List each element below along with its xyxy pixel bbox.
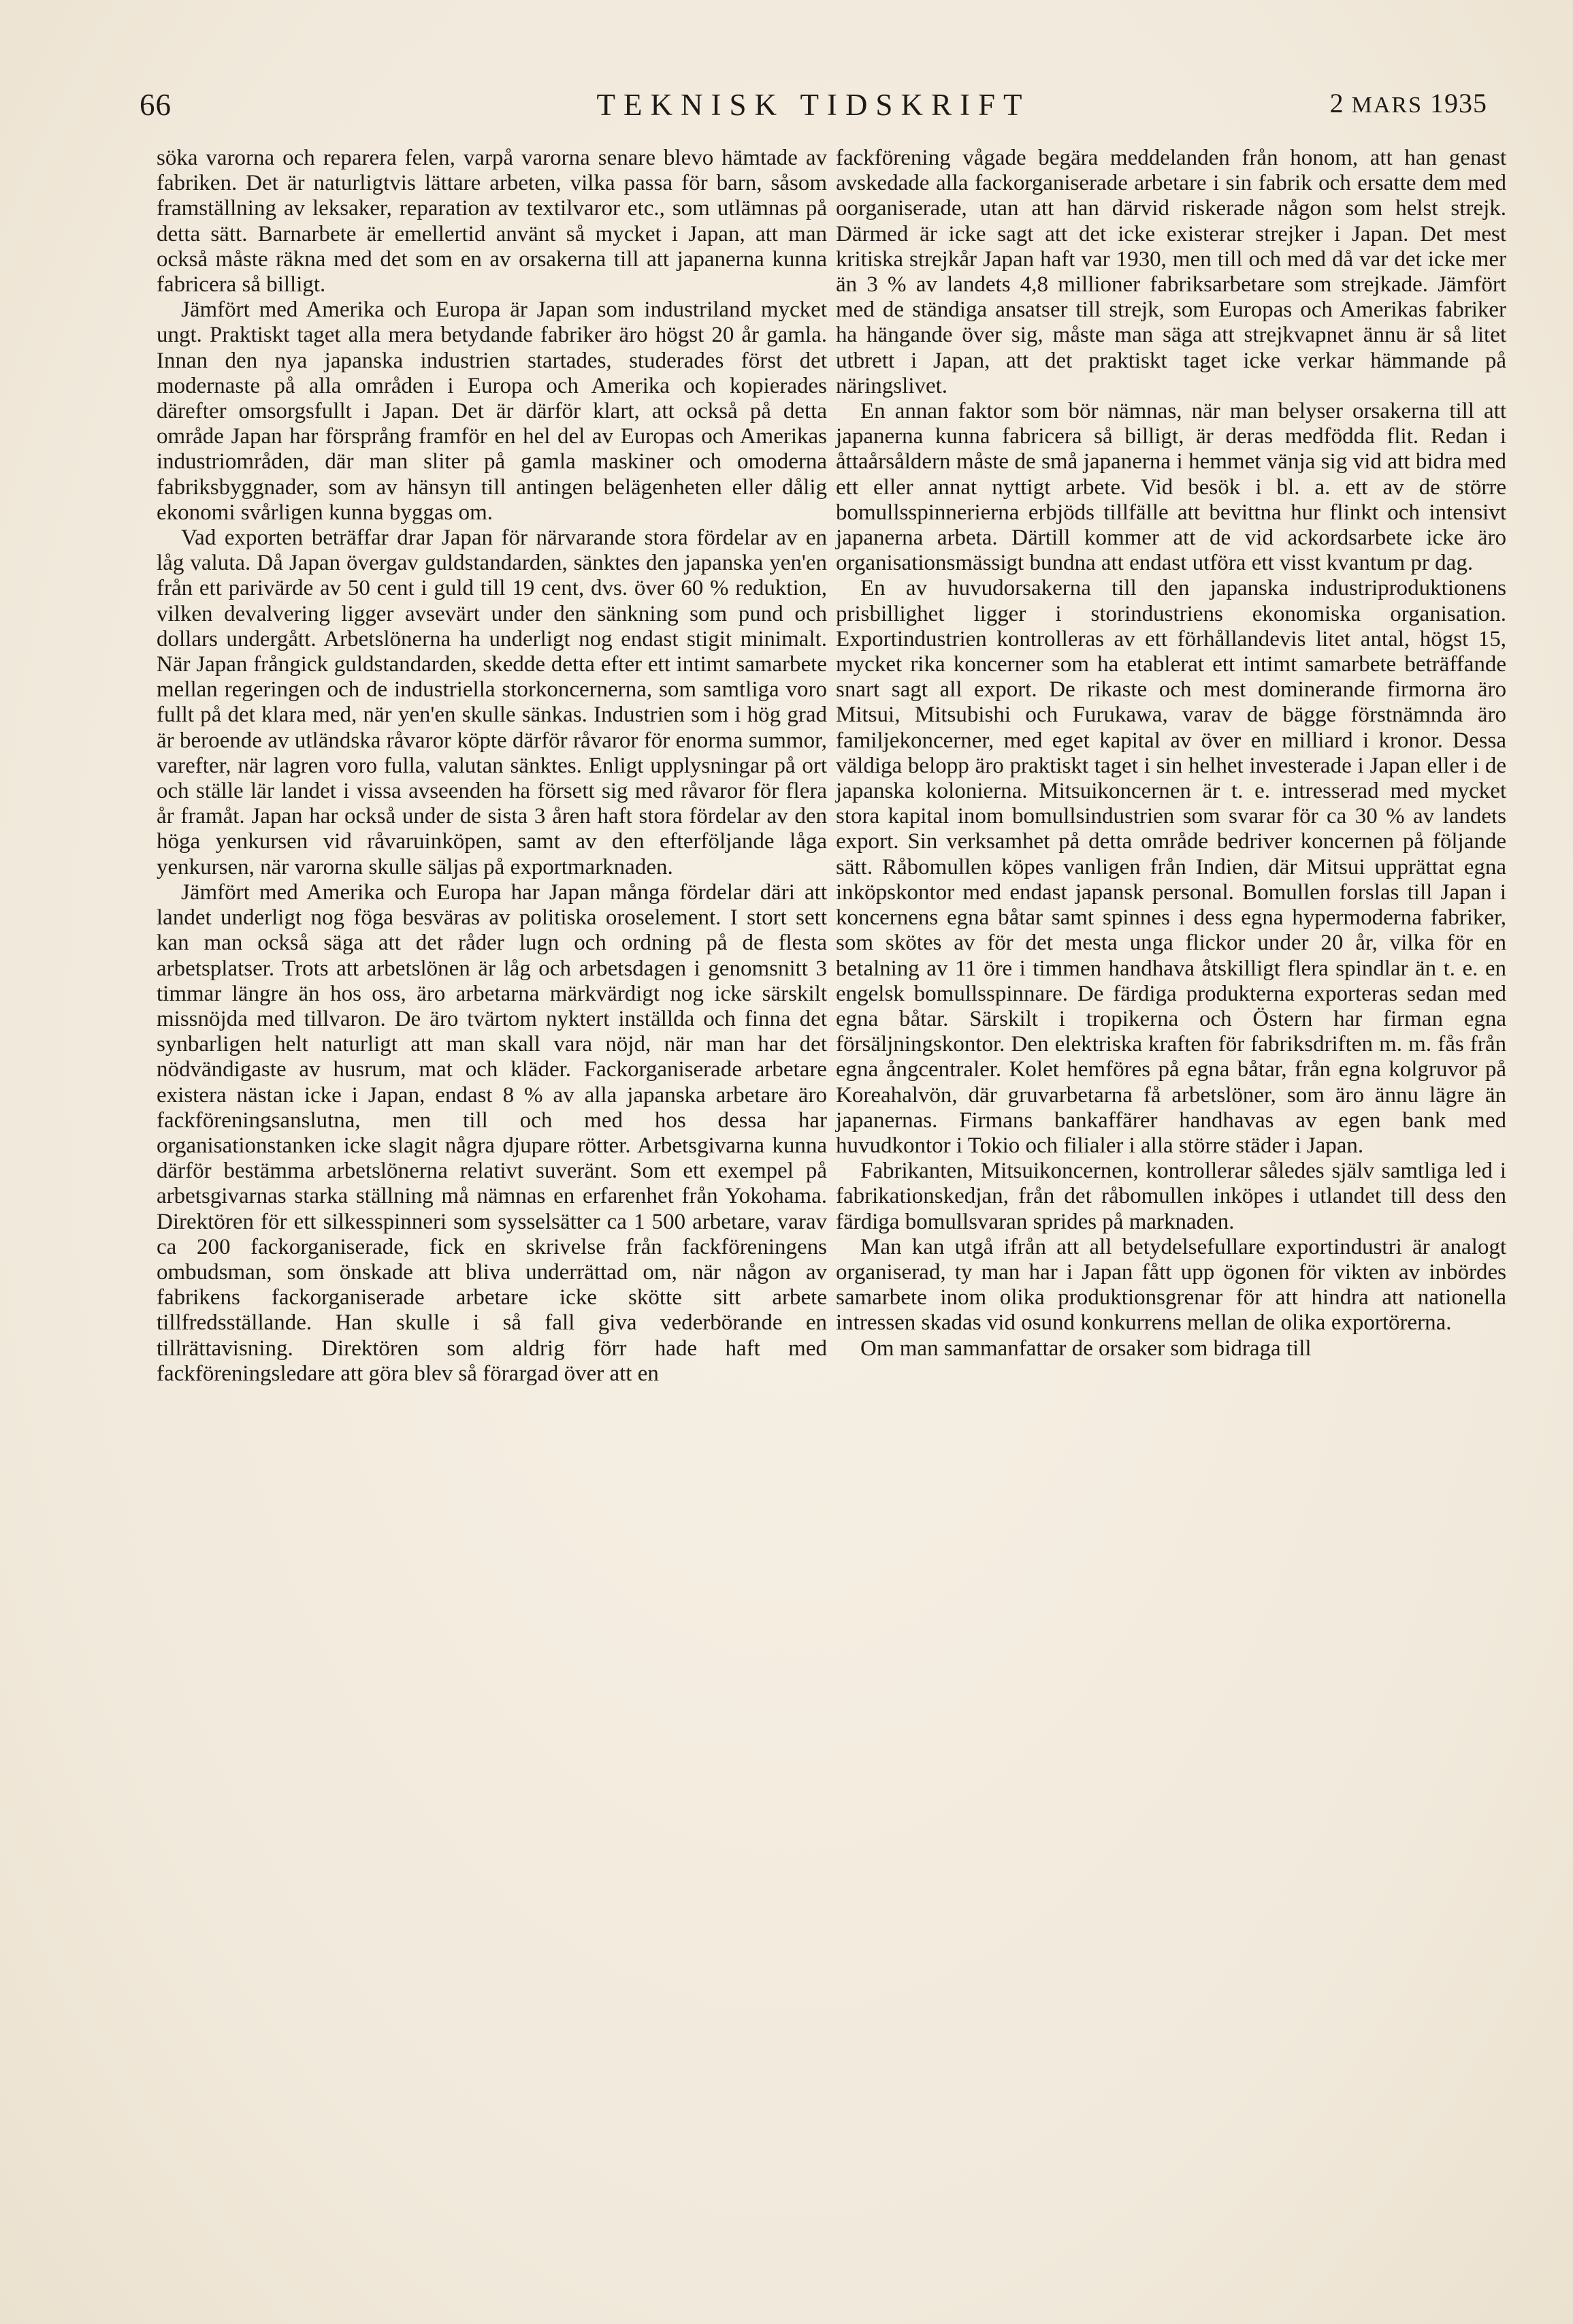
issue-date-month: MARS [1351,93,1423,118]
issue-date-day: 2 [1329,88,1344,118]
paragraph: Jämfört med Amerika och Europa är Japan som industriland mycket ungt. Praktiskt taget alla mera betydande fabriker äro högst 20 år gamla. Innan den nya japanska industrien startades, studerades först det modernaste på alla områden i Europa och Amerika och kopierades därefter omsorgsfullt i Japan. Det är därför klart, att också på detta område Japan har försprång framför en hel del av Europas och Amerikas industriområden, där man sliter på gamla maskiner och omoderna fabriksbyggnader, som av hänsyn till antingen belägenheten eller dålig ekonomi svårligen kunna byggas om. [157,297,827,525]
paragraph: Man kan utgå ifrån att all betydelsefullare exportindustri är analogt organiserad, ty man har i Japan fått upp ögonen för vikten av inbördes samarbete inom olika produktionsgrenar för att hindra att nationella intressen skadas vid osund konkurrens mellan de olika exportörerna. [836,1234,1506,1336]
paragraph: Fabrikanten, Mitsuikoncernen, kontrollerar således själv samtliga led i fabrikationskedjan, från det råbomullen inköpes i utlandet till dess den färdiga bomullsvaran sprides på marknaden. [836,1159,1506,1234]
paragraph: En annan faktor som bör nämnas, när man belyser orsakerna till att japanerna kunna fabricera så billigt, är deras medfödda flit. Redan i åttaårsåldern måste de små japanerna i hemmet vänja sig vid att bidra med ett eller annat nyttigt arbete. Vid besök i bl. a. ett av de större bomullsspinnerierna erbjöds tillfälle att bevittna hur flinkt och intensivt japanerna arbeta. Därtill kommer att de vid ackordsarbete icke äro organisationsmässigt bundna att endast utföra ett visst kvantum pr dag. [836,399,1506,576]
right-column [836,146,1506,1361]
journal-title: TEKNISK TIDSKRIFT [596,88,1031,122]
paragraph: En av huvudorsakerna till den japanska industriproduktionens prisbillighet ligger i storindustriens ekonomiska organisation. Exportindustrien kontrolleras av ett förhållandevis litet antal, högst 15, mycket rika koncerner som ha etablerat ett intimt samarbete beträffande snart sagt all export. De rikaste och mest dominerande firmorna äro Mitsui, Mitsubishi och Furukawa, varav de bägge förstnämnda äro familjekoncerner, med eget kapital av över en milliard i kronor. Dessa väldiga belopp äro praktiskt taget i sin helhet investerade i Japan eller i de japanska kolonierna. Mitsuikoncernen är t. e. intresserad med mycket stora kapital inom bomullsindustrien som svarar för ca 30 % av landets export. Sin verksamhet på detta område bedriver koncernen på följande sätt. Råbomullen köpes vanligen från Indien, där Mitsui upprättat egna inköpskontor med endast japansk personal. Bomullen forslas till Japan i koncernens egna båtar samt spinnes i dess egna hypermoderna fabriker, som skötes av för det mesta unga flickor under 20 år, vilka för en betalning av 11 öre i timmen handhava åtskilligt flera spindlar än t. e. en engelsk bomullsspinnare. De färdiga produkterna exporteras sedan med egna båtar. Särskilt i tropikerna och Östern har firman egna försäljningskontor. Den elektriska kraften för fabriksdriften m. m. fås från egna ångcentraler. Kolet hemföres på egna båtar, från egna kolgruvor på Koreahalvön, där gruvarbetarna få arbetslöner, som äro ännu lägre än japanernas. Firmans bankaffärer handhavas av egen bank med huvudkontor i Tokio och filialer i alla större städer i Japan. [836,576,1506,1158]
left-column [157,146,827,1387]
paragraph: Vad exporten beträffar drar Japan för närvarande stora fördelar av en låg valuta. Då Japan övergav guldstandarden, sänktes den japanska yen'en från ett parivärde av 50 cent i guld till 19 cent, dvs. över 60 % reduktion, vilken devalvering ligger avsevärt under den sänkning som pund och dollars undergått. Arbetslönerna ha underligt nog endast stigit minimalt. När Japan frångick guldstandarden, skedde detta efter ett intimt samarbete mellan regeringen och de industriella storkoncernerna, som samtliga voro fullt på det klara med, när yen'en skulle sänkas. Industrien som i hög grad är beroende av utländska råvaror köpte därför råvaror för enorma summor, varefter, när lagren voro fulla, valutan sänktes. Enligt upplysningar på ort och ställe lär landet i vissa avseenden ha försett sig med råvaror för flera år framåt. Japan har också under de sista 3 åren haft stora fördelar av den höga yenkursen vid råvaruinköpen, samt av den efterföljande låga yenkursen, när varorna skulle säljas på exportmarknaden. [157,526,827,879]
issue-date [1330,87,1487,119]
paragraph: Jämfört med Amerika och Europa har Japan många fördelar däri att landet underligt nog föga besväras av politiska oroselement. I stort sett kan man också säga att det råder lugn och ordning på de flesta arbetsplatser. Trots att arbetslönen är låg och arbetsdagen i genomsnitt 3 timmar längre än hos oss, äro arbetarna märkvärdigt nog icke särskilt missnöjda med tillvaron. De äro tvärtom nyktert inställda och finna det synbarligen helt naturligt att man skall vara nöjd, när man har det nödvändigaste av husrum, mat och kläder. Fackorganiserade arbetare existera nästan icke i Japan, endast 8 % av alla japanska arbetare äro fackföreningsanslutna, men till och med hos dessa har organisationstanken icke slagit några djupare rötter. Arbetsgivarna kunna därför bestämma arbetslönerna relativt suveränt. Som ett exempel på arbetsgivarnas starka ställning må nämnas en erfarenhet från Yokohama. Direktören för ett silkesspinneri som sysselsätter ca 1 500 arbetare, varav ca 200 fackorganiserade, fick en skrivelse från fackföreningens ombudsman, som önskade att bliva underrättad om, när någon av fabrikens fackorganiserade arbetare icke skötte sitt arbete tillfredsställande. Han skulle i så fall giva vederbörande en tillrättavisning. Direktören som aldrig förr hade haft med fackföreningsledare att göra blev så förargad över att en [157,879,827,1386]
paragraph: söka varorna och reparera felen, varpå varorna senare blevo hämtade av fabriken. Det är naturligtvis lättare arbeten, vilka passa för barn, såsom framställning av leksaker, reparation av textilvaror etc., som utlämnas på detta sätt. Barnarbete är emellertid använt så mycket i Japan, att man också måste räkna med det som en av orsakerna till att japanerna kunna fabricera så billigt. [157,146,827,297]
issue-date-year: 1935 [1430,88,1487,118]
paragraph: Om man sammanfattar de orsaker som bidraga till [860,1336,1312,1361]
page-number: 66 [140,88,172,122]
paragraph: fackförening vågade begära meddelanden från honom, att han genast avskedade alla fackorganiserade arbetare i sin fabrik och ersatte dem med oorganiserade, utan att han därvid riskerade någon som helst strejk. Därmed är icke sagt att det icke existerar strejker i Japan. Det mest kritiska strejkår Japan haft var 1930, men till och med då var det icke mer än 3 % av landets 4,8 millioner fabriksarbetare som strejkade. Jämfört med de ständiga ansatser till strejk, som Europas och Amerikas fabriker ha hängande över sig, måste man säga att strejkvapnet ännu är så litet utbrett i Japan, att det praktiskt taget icke verkar hämmande på näringslivet. [836,146,1506,398]
page-header [140,87,1487,135]
